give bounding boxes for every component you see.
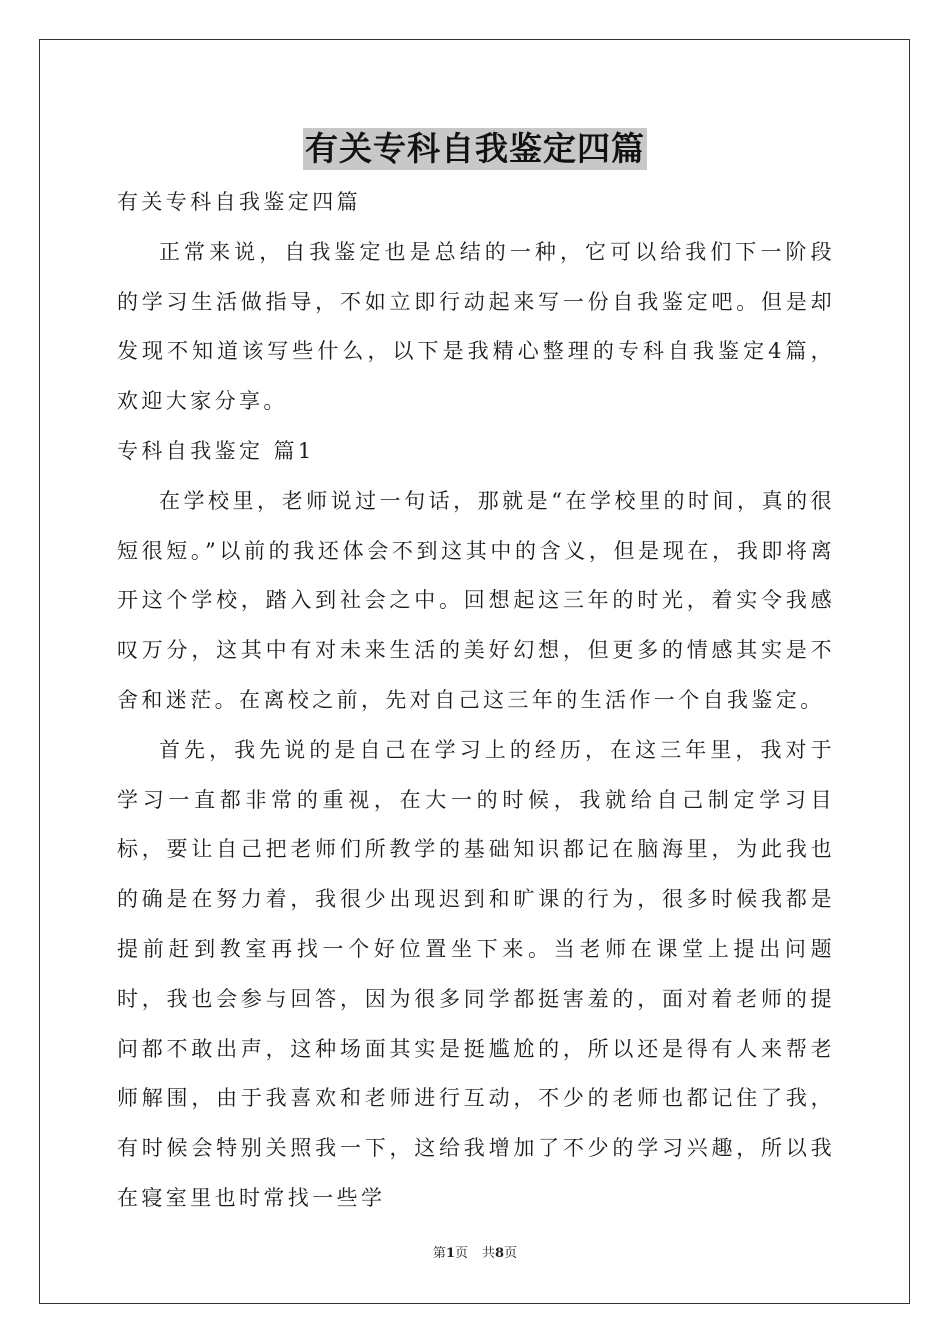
page-current: 1 bbox=[445, 1246, 455, 1261]
document-body bbox=[117, 178, 835, 1224]
page-unit: 页 bbox=[454, 1246, 468, 1261]
intro-paragraph: 正常来说，自我鉴定也是总结的一种，它可以给我们下一阶段的学习生活做指导，不如立即行动起来写一份自我鉴定吧。但是却发现不知道该写些什么，以下是我精心整理的专科自我鉴定4篇，欢迎大家分享。 bbox=[117, 239, 835, 414]
title-container bbox=[0, 128, 950, 170]
total-prefix: 共 bbox=[482, 1246, 496, 1261]
total-unit: 页 bbox=[504, 1246, 518, 1261]
page-total: 8 bbox=[495, 1246, 505, 1261]
page-footer bbox=[0, 1245, 950, 1263]
body-paragraph: 在学校里，老师说过一句话，那就是“在学校里的时间，真的很短很短。”以前的我还体会不到这其中的含义，但是现在，我即将离开这个学校，踏入到社会之中。回想起这三年的时光，着实令我感叹万分，这其中有对未来生活的美好幻想，但更多的情感其实是不舍和迷茫。在离校之前，先对自己这三年的生活作一个自我鉴定。 bbox=[117, 488, 835, 712]
section-heading: 专科自我鉴定 篇1 bbox=[117, 438, 315, 463]
document-title: 有关专科自我鉴定四篇 bbox=[305, 129, 645, 168]
body-paragraph: 首先，我先说的是自己在学习上的经历，在这三年里，我对于学习一直都非常的重视，在大一的时候，我就给自己制定学习目标，要让自己把老师们所教学的基础知识都记在脑海里，为此我也的确是在努力着，我很少出现迟到和旷课的行为，很多时候我都是提前赶到教室再找一个好位置坐下来。当老师在课堂上提出问题时，我也会参与回答，因为很多同学都挺害羞的，面对着老师的提问都不敢出声，这种场面其实是挺尴尬的，所以还是得有人来帮老师解围，由于我喜欢和老师进行互动，不少的老师也都记住了我，有时候会特别关照我一下，这给我增加了不少的学习兴趣，所以我在寝室里也时常找一些学 bbox=[117, 737, 835, 1210]
page-prefix: 第 bbox=[432, 1246, 446, 1261]
subtitle-line: 有关专科自我鉴定四篇 bbox=[117, 190, 361, 214]
